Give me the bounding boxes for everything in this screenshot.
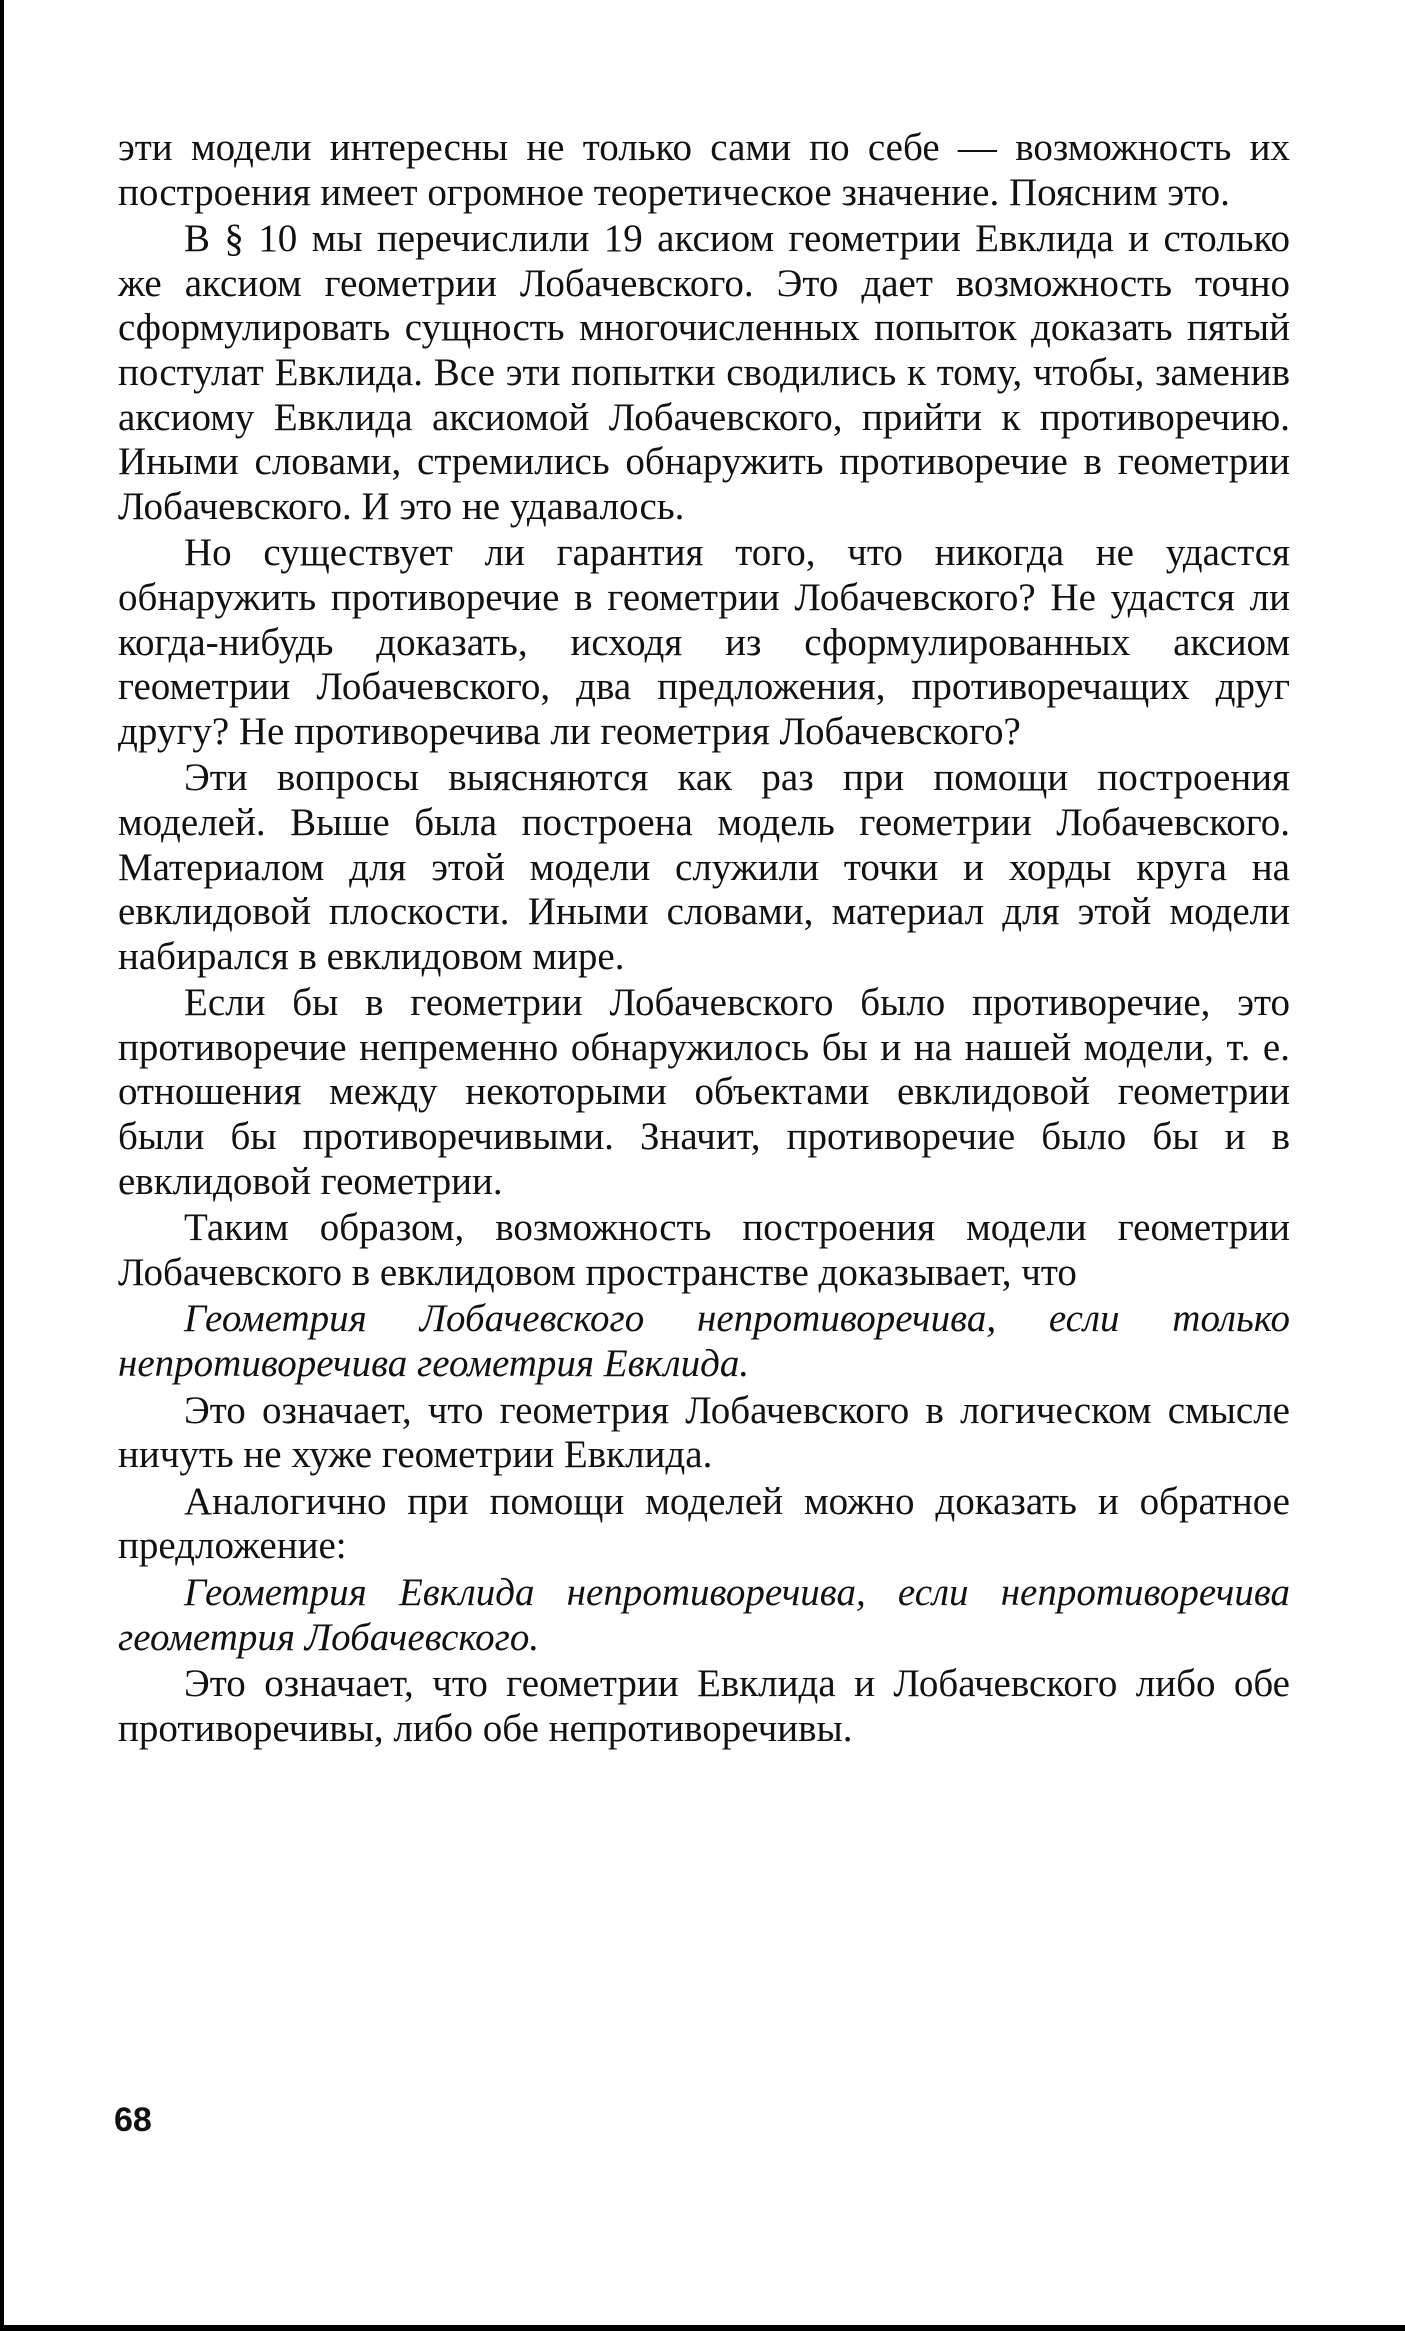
scan-left-edge bbox=[0, 0, 4, 2331]
paragraph-converse: Аналогично при помощи моделей можно доказать и обратное предложение: bbox=[118, 1479, 1290, 1568]
paragraph-axioms: В § 10 мы перечислили 19 аксиом геометрии Евклида и столько же аксиом геометрии Лобачевского. Это дает возможность точно сформулировать сущность многочисленных попыток доказать пятый постулат Евклида. Все эти попытки сводились к тому, чтобы, заменив аксиому Евклида аксиомой Лобачевского, прийти к противоречию. Иными словами, стремились обнаружить противоречие в геометрии Лобачевского. И это не удавалось. bbox=[118, 217, 1290, 528]
paragraph-continuation: эти модели интересны не только сами по себе — возможность их построения имеет огромное теоретическое значение. Поясним это. bbox=[118, 126, 1290, 214]
theorem-lobachevsky: Геометрия Лобачевского непротиворечива, если только непротиворечива геометрия Евклида. bbox=[118, 1297, 1290, 1386]
paragraph-models: Эти вопросы выясняются как раз при помощи построения моделей. Выше была построена модель геометрии Лобачевского. Материалом для этой модели служили точки и хорды круга на евклидовой плоскости. Иными словами, материал для этой модели набирался в евклидовом мире. bbox=[118, 756, 1290, 978]
scan-bottom-edge bbox=[0, 2325, 1405, 2331]
theorem-euclid: Геометрия Евклида непротиворечива, если непротиворечива геометрия Лобачевского. bbox=[118, 1571, 1290, 1659]
paragraph-contradiction: Если бы в геометрии Лобачевского было противоречие, это противоречие непременно обнаружилось бы и на нашей модели, т. е. отношения между некоторыми объектами евклидовой геометрии были бы противоречивыми. Значит, противоречие было бы и в евклидовой геометрии. bbox=[118, 981, 1290, 1203]
paragraph-conclusion: Таким образом, возможность построения модели геометрии Лобачевского в евклидовом пространстве доказывает, что bbox=[118, 1206, 1290, 1294]
page-number: 68 bbox=[114, 2101, 152, 2139]
paragraph-final: Это означает, что геометрии Евклида и Лобачевского либо обе противоречивы, либо обе непротиворечивы. bbox=[118, 1662, 1290, 1750]
paragraph-meaning: Это означает, что геометрия Лобачевского в логическом смысле ничуть не хуже геометрии Евклида. bbox=[118, 1388, 1290, 1477]
paragraph-guarantee: Но существует ли гарантия того, что никогда не удастся обнаружить противоречие в геометрии Лобачевского? Не удастся ли когда-нибудь доказать, исходя из сформулированных аксиом геометрии Лобачевского, два предложения, противоречащих друг другу? Не противоречива ли геометрия Лобачевского? bbox=[118, 531, 1290, 753]
body-text bbox=[118, 126, 1290, 1753]
